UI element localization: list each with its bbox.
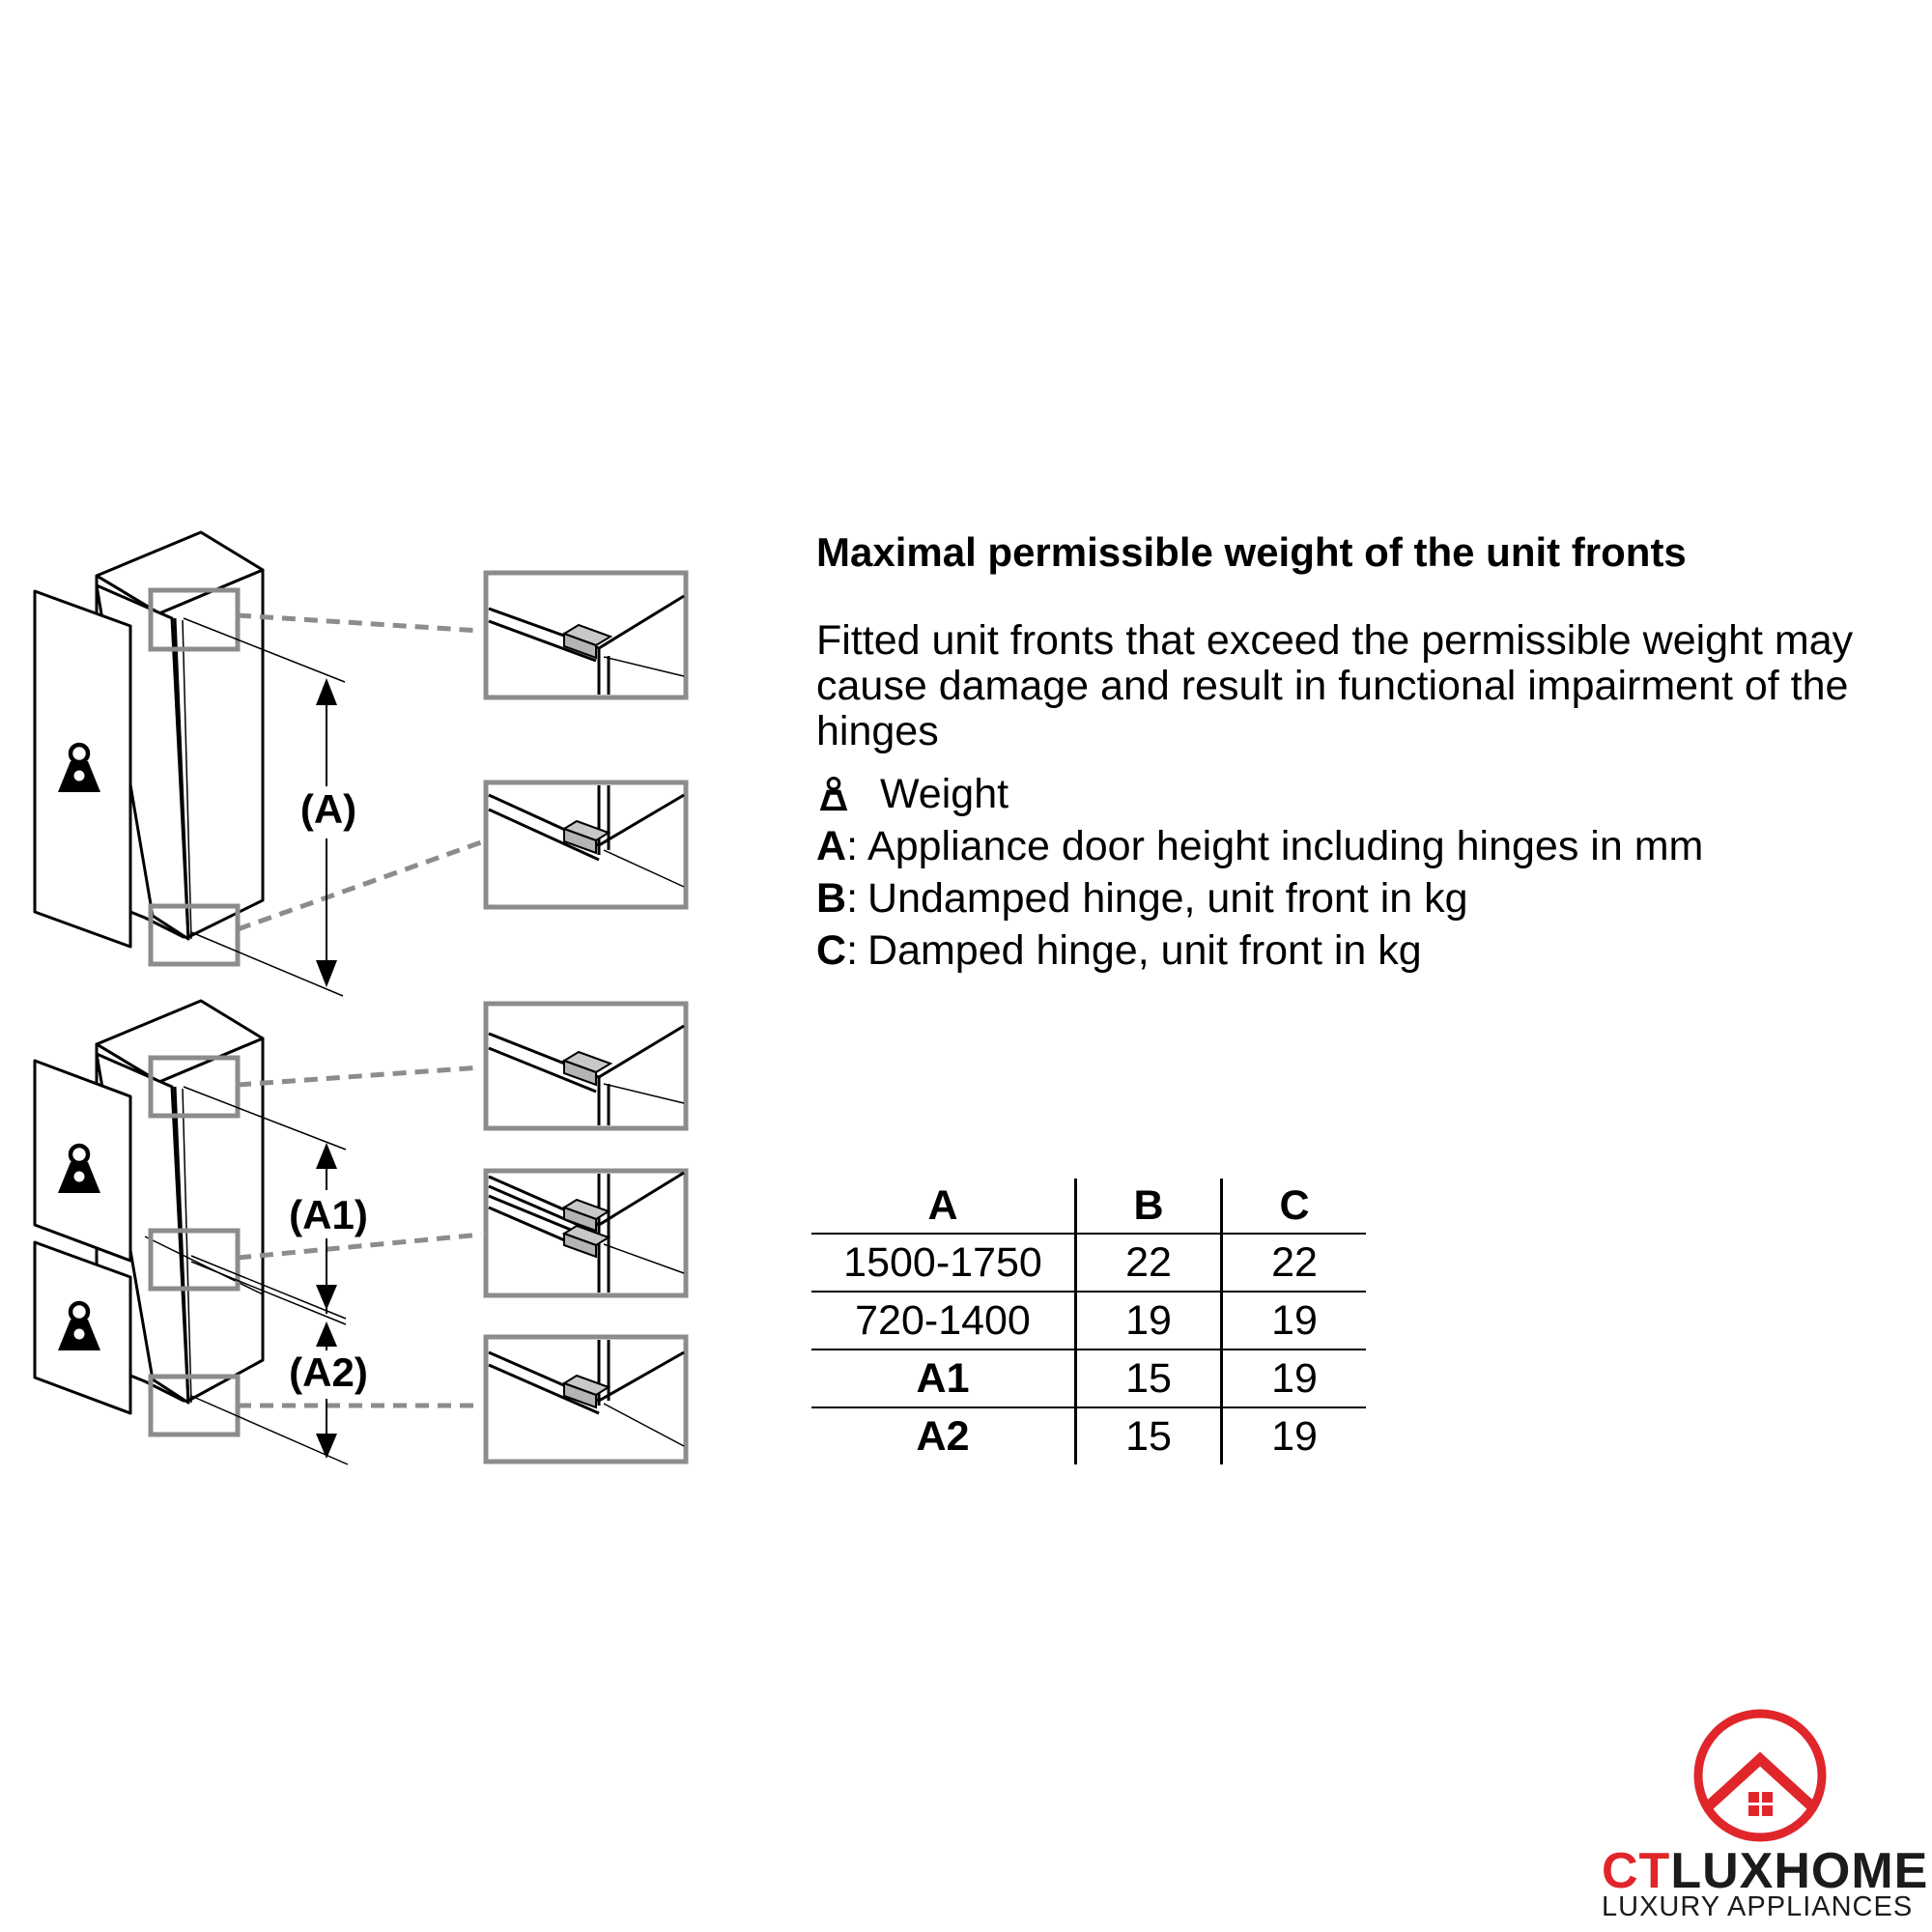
legend [816,768,1703,977]
brand-luxhome: LUXHOME [1670,1843,1929,1899]
legend-key: C [816,927,847,974]
legend-key: A [816,823,847,869]
detail-panel-2 [486,782,686,907]
legend-item-b: B : Undamped hinge, unit front in kg [816,872,1703,924]
table-cell: 720-1400 [811,1292,1076,1350]
description-text: Fitted unit fronts that exceed the permissible weight may cause damage and result in functional impairment of the hinges [816,617,1854,754]
dimension-a2: (A2) [289,1350,368,1395]
page-title: Maximal permissible weight of the unit fronts [816,529,1687,575]
table-row [811,1292,1366,1350]
dimension-a1: (A1) [289,1192,368,1237]
table-row [811,1350,1366,1407]
legend-item-a: A : Appliance door height including hinges in mm [816,820,1703,872]
legend-label: Undamped hinge, unit front in kg [867,875,1468,922]
table-cell: 19 [1222,1407,1367,1464]
brand-ct: CT [1602,1843,1671,1899]
table-cell: 1500-1750 [811,1234,1076,1292]
legend-label: Damped hinge, unit front in kg [867,927,1422,974]
weight-icon [816,775,851,813]
detail-panel-3 [486,1004,686,1128]
table-cell: 15 [1076,1350,1222,1407]
detail-panel-1 [486,573,686,697]
table-header-row [811,1179,1366,1234]
table-header-a: A [927,1181,958,1229]
table-cell: 19 [1222,1292,1367,1350]
table-cell: A2 [811,1407,1076,1464]
brand-tagline: LUXURY APPLIANCES [1602,1891,1914,1922]
table-cell: 22 [1222,1234,1367,1292]
table-cell: 15 [1076,1407,1222,1464]
dimension-a: (A) [299,786,357,832]
house-icon [1705,1759,1815,1845]
table-cell: 19 [1222,1350,1367,1407]
detail-panel-5 [486,1337,686,1462]
weight-table [811,1179,1366,1464]
legend-key: B [816,875,847,922]
detail-panel-4 [486,1171,686,1295]
table-header-c: C [1222,1179,1367,1234]
logo-ring-icon [1698,1714,1822,1837]
legend-item-weight [816,768,1703,820]
table-cell: A1 [811,1350,1076,1407]
legend-label: Weight [880,771,1009,817]
table-row [811,1234,1366,1292]
table-header-b: B [1076,1179,1222,1234]
legend-item-c: C : Damped hinge, unit front in kg [816,924,1703,977]
table-cell: 19 [1076,1292,1222,1350]
legend-label: Appliance door height including hinges in mm [867,823,1704,869]
table-cell: 22 [1076,1234,1222,1292]
table-row [811,1407,1366,1464]
